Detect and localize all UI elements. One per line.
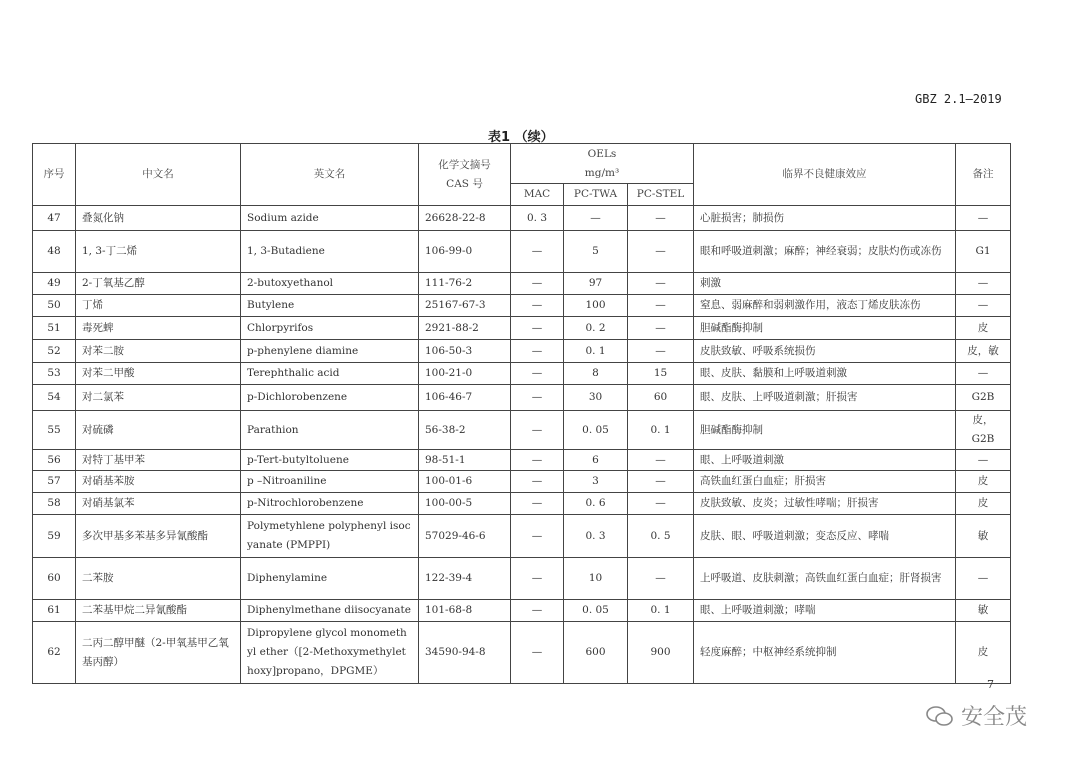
cell-effect: 眼和呼吸道刺激；麻醉；神经衰弱；皮肤灼伤或冻伤: [694, 231, 956, 273]
cell-note: 皮: [956, 493, 1011, 515]
cell-no: 50: [33, 295, 76, 317]
cell-en: Diphenylmethane diisocyanate: [241, 600, 419, 622]
cell-effect: 窒息、弱麻醉和弱刺激作用，液态丁烯皮肤冻伤: [694, 295, 956, 317]
cell-en: p-Dichlorobenzene: [241, 385, 419, 411]
cell-no: 47: [33, 206, 76, 231]
wechat-icon: [925, 704, 955, 728]
cell-stel: —: [628, 206, 694, 231]
cell-note: G1: [956, 231, 1011, 273]
table-row: [33, 558, 1011, 600]
cell-en: p-phenylene diamine: [241, 340, 419, 363]
table-row: [33, 317, 1011, 340]
cell-cn: 对特丁基甲苯: [76, 450, 241, 471]
cell-en: p-Nitrochlorobenzene: [241, 493, 419, 515]
cell-no: 48: [33, 231, 76, 273]
cell-cn: 对硝基氯苯: [76, 493, 241, 515]
cell-effect: 刺激: [694, 273, 956, 295]
cell-cas: 106-50-3: [419, 340, 511, 363]
col-header-effect: 临界不良健康效应: [694, 144, 956, 206]
cell-stel: 60: [628, 385, 694, 411]
cell-en: Sodium azide: [241, 206, 419, 231]
table-row: [33, 206, 1011, 231]
cell-no: 53: [33, 363, 76, 385]
cell-no: 52: [33, 340, 76, 363]
table-caption: 表1 （续）: [488, 130, 554, 145]
col-header-no: 序号: [33, 144, 76, 206]
cell-no: 54: [33, 385, 76, 411]
cell-mac: —: [511, 515, 564, 558]
cell-mac: —: [511, 363, 564, 385]
cell-note: 皮: [956, 471, 1011, 493]
cell-note: —: [956, 206, 1011, 231]
cell-note: 敏: [956, 515, 1011, 558]
cell-cn: 二苯基甲烷二异氰酸酯: [76, 600, 241, 622]
cell-effect: 上呼吸道、皮肤刺激；高铁血红蛋白血症；肝肾损害: [694, 558, 956, 600]
cas-label-2: CAS 号: [446, 177, 483, 190]
cell-note: 皮: [956, 622, 1011, 684]
cell-mac: —: [511, 493, 564, 515]
cell-en: p –Nitroaniline: [241, 471, 419, 493]
cell-en: Dipropylene glycol monomethyl ether（[2-Methoxymethylethoxy]propano，DPGME）: [241, 622, 419, 684]
cell-stel: 900: [628, 622, 694, 684]
cell-note: —: [956, 450, 1011, 471]
table-row: [33, 600, 1011, 622]
cell-mac: —: [511, 622, 564, 684]
oels-table: [32, 143, 1011, 684]
col-header-twa: PC-TWA: [564, 184, 628, 206]
col-header-en: 英文名: [241, 144, 419, 206]
col-header-oels: [511, 144, 694, 184]
cell-twa: 10: [564, 558, 628, 600]
cell-stel: —: [628, 471, 694, 493]
table-row: [33, 340, 1011, 363]
cell-en: Diphenylamine: [241, 558, 419, 600]
cell-mac: 0. 3: [511, 206, 564, 231]
cell-en: Butylene: [241, 295, 419, 317]
cell-cas: 122-39-4: [419, 558, 511, 600]
cell-note: —: [956, 295, 1011, 317]
table-row: [33, 295, 1011, 317]
cell-mac: —: [511, 317, 564, 340]
cell-cn: 对苯二甲酸: [76, 363, 241, 385]
cell-no: 60: [33, 558, 76, 600]
cell-stel: 0. 5: [628, 515, 694, 558]
cell-mac: —: [511, 385, 564, 411]
cell-cas: 106-99-0: [419, 231, 511, 273]
table-row: [33, 493, 1011, 515]
table-row: [33, 622, 1011, 684]
cell-note: 皮: [956, 317, 1011, 340]
cell-twa: 0. 6: [564, 493, 628, 515]
cell-twa: 8: [564, 363, 628, 385]
cell-no: 51: [33, 317, 76, 340]
cell-cas: 106-46-7: [419, 385, 511, 411]
cell-no: 59: [33, 515, 76, 558]
cell-mac: —: [511, 471, 564, 493]
cell-twa: 97: [564, 273, 628, 295]
oels-unit: mg/m³: [584, 166, 620, 179]
cell-note: 皮，敏: [956, 340, 1011, 363]
cell-en: p-Tert-butyltoluene: [241, 450, 419, 471]
cell-cas: 26628-22-8: [419, 206, 511, 231]
cell-note: —: [956, 558, 1011, 600]
col-header-mac: MAC: [511, 184, 564, 206]
cell-twa: 6: [564, 450, 628, 471]
cell-cas: 100-21-0: [419, 363, 511, 385]
table-row: [33, 471, 1011, 493]
cell-mac: —: [511, 231, 564, 273]
cell-stel: 15: [628, 363, 694, 385]
cell-no: 61: [33, 600, 76, 622]
cell-effect: 胆碱酯酶抑制: [694, 411, 956, 450]
cell-stel: 0. 1: [628, 411, 694, 450]
cell-en: Polymetyhlene polyphenyl isocyanate (PMPPI): [241, 515, 419, 558]
cell-twa: 3: [564, 471, 628, 493]
cell-no: 49: [33, 273, 76, 295]
cell-mac: —: [511, 273, 564, 295]
cell-cn: 对二氯苯: [76, 385, 241, 411]
table-row: [33, 450, 1011, 471]
cas-label-1: 化学文摘号: [438, 158, 491, 171]
cell-cn: 对硫磷: [76, 411, 241, 450]
cell-effect: 眼、皮肤、黏膜和上呼吸道刺激: [694, 363, 956, 385]
cell-en: 1, 3-Butadiene: [241, 231, 419, 273]
cell-stel: —: [628, 493, 694, 515]
cell-effect: 高铁血红蛋白血症；肝损害: [694, 471, 956, 493]
cell-cn: 二丙二醇甲醚（2-甲氧基甲乙氧基丙醇）: [76, 622, 241, 684]
oels-label: OELs: [587, 147, 617, 160]
cell-twa: 0. 2: [564, 317, 628, 340]
cell-stel: —: [628, 317, 694, 340]
cell-twa: 0. 3: [564, 515, 628, 558]
cell-cn: 毒死蜱: [76, 317, 241, 340]
cell-effect: 皮肤致敏、呼吸系统损伤: [694, 340, 956, 363]
cell-en: Terephthalic acid: [241, 363, 419, 385]
cell-cas: 101-68-8: [419, 600, 511, 622]
cell-stel: —: [628, 450, 694, 471]
cell-twa: 600: [564, 622, 628, 684]
cell-mac: —: [511, 450, 564, 471]
col-header-stel: PC-STEL: [628, 184, 694, 206]
watermark-text: 安全茂: [961, 705, 1028, 730]
cell-en: 2-butoxyethanol: [241, 273, 419, 295]
cell-cn: 丁烯: [76, 295, 241, 317]
cell-cn: 对苯二胺: [76, 340, 241, 363]
cell-stel: —: [628, 273, 694, 295]
table-row: [33, 363, 1011, 385]
cell-twa: 100: [564, 295, 628, 317]
cell-effect: 眼、上呼吸道刺激；哮喘: [694, 600, 956, 622]
table-row: [33, 231, 1011, 273]
cell-cas: 111-76-2: [419, 273, 511, 295]
cell-effect: 皮肤、眼、呼吸道刺激；变态反应、哮喘: [694, 515, 956, 558]
cell-no: 57: [33, 471, 76, 493]
watermark: [925, 700, 1027, 731]
cell-note: G2B: [956, 385, 1011, 411]
cell-cas: 57029-46-6: [419, 515, 511, 558]
cell-twa: 0. 1: [564, 340, 628, 363]
cell-cn: 二苯胺: [76, 558, 241, 600]
cell-stel: —: [628, 231, 694, 273]
cell-mac: —: [511, 600, 564, 622]
cell-twa: —: [564, 206, 628, 231]
cell-stel: —: [628, 295, 694, 317]
cell-en: Parathion: [241, 411, 419, 450]
cell-effect: 皮肤致敏、皮炎；过敏性哮喘；肝损害: [694, 493, 956, 515]
cell-no: 58: [33, 493, 76, 515]
col-header-cn: 中文名: [76, 144, 241, 206]
cell-stel: —: [628, 558, 694, 600]
cell-no: 56: [33, 450, 76, 471]
cell-cn: 1, 3-丁二烯: [76, 231, 241, 273]
cell-en: Chlorpyrifos: [241, 317, 419, 340]
cell-effect: 心脏损害；肺损伤: [694, 206, 956, 231]
table-row: [33, 515, 1011, 558]
col-header-note: 备注: [956, 144, 1011, 206]
cell-effect: 轻度麻醉；中枢神经系统抑制: [694, 622, 956, 684]
cell-note: 敏: [956, 600, 1011, 622]
cell-mac: —: [511, 295, 564, 317]
cell-twa: 5: [564, 231, 628, 273]
standard-number: GBZ 2.1—2019: [915, 92, 1002, 106]
cell-no: 55: [33, 411, 76, 450]
cell-mac: —: [511, 411, 564, 450]
cell-effect: 眼、皮肤、上呼吸道刺激；肝损害: [694, 385, 956, 411]
cell-cas: 100-00-5: [419, 493, 511, 515]
cell-note: —: [956, 363, 1011, 385]
cell-mac: —: [511, 340, 564, 363]
cell-cn: 叠氮化钠: [76, 206, 241, 231]
table-row: [33, 411, 1011, 450]
cell-cas: 2921-88-2: [419, 317, 511, 340]
cell-note: 皮，G2B: [956, 411, 1011, 450]
cell-stel: —: [628, 340, 694, 363]
cell-twa: 0. 05: [564, 411, 628, 450]
cell-twa: 30: [564, 385, 628, 411]
table-row: [33, 385, 1011, 411]
cell-cas: 100-01-6: [419, 471, 511, 493]
col-header-cas: [419, 144, 511, 206]
table-row: [33, 273, 1011, 295]
cell-effect: 胆碱酯酶抑制: [694, 317, 956, 340]
page-number: 7: [987, 678, 994, 691]
cell-cas: 98-51-1: [419, 450, 511, 471]
cell-cas: 34590-94-8: [419, 622, 511, 684]
cell-mac: —: [511, 558, 564, 600]
cell-effect: 眼、上呼吸道刺激: [694, 450, 956, 471]
cell-cas: 25167-67-3: [419, 295, 511, 317]
cell-cn: 多次甲基多苯基多异氰酸酯: [76, 515, 241, 558]
cell-twa: 0. 05: [564, 600, 628, 622]
cell-cas: 56-38-2: [419, 411, 511, 450]
cell-note: —: [956, 273, 1011, 295]
cell-cn: 对硝基苯胺: [76, 471, 241, 493]
cell-no: 62: [33, 622, 76, 684]
cell-stel: 0. 1: [628, 600, 694, 622]
cell-cn: 2-丁氧基乙醇: [76, 273, 241, 295]
